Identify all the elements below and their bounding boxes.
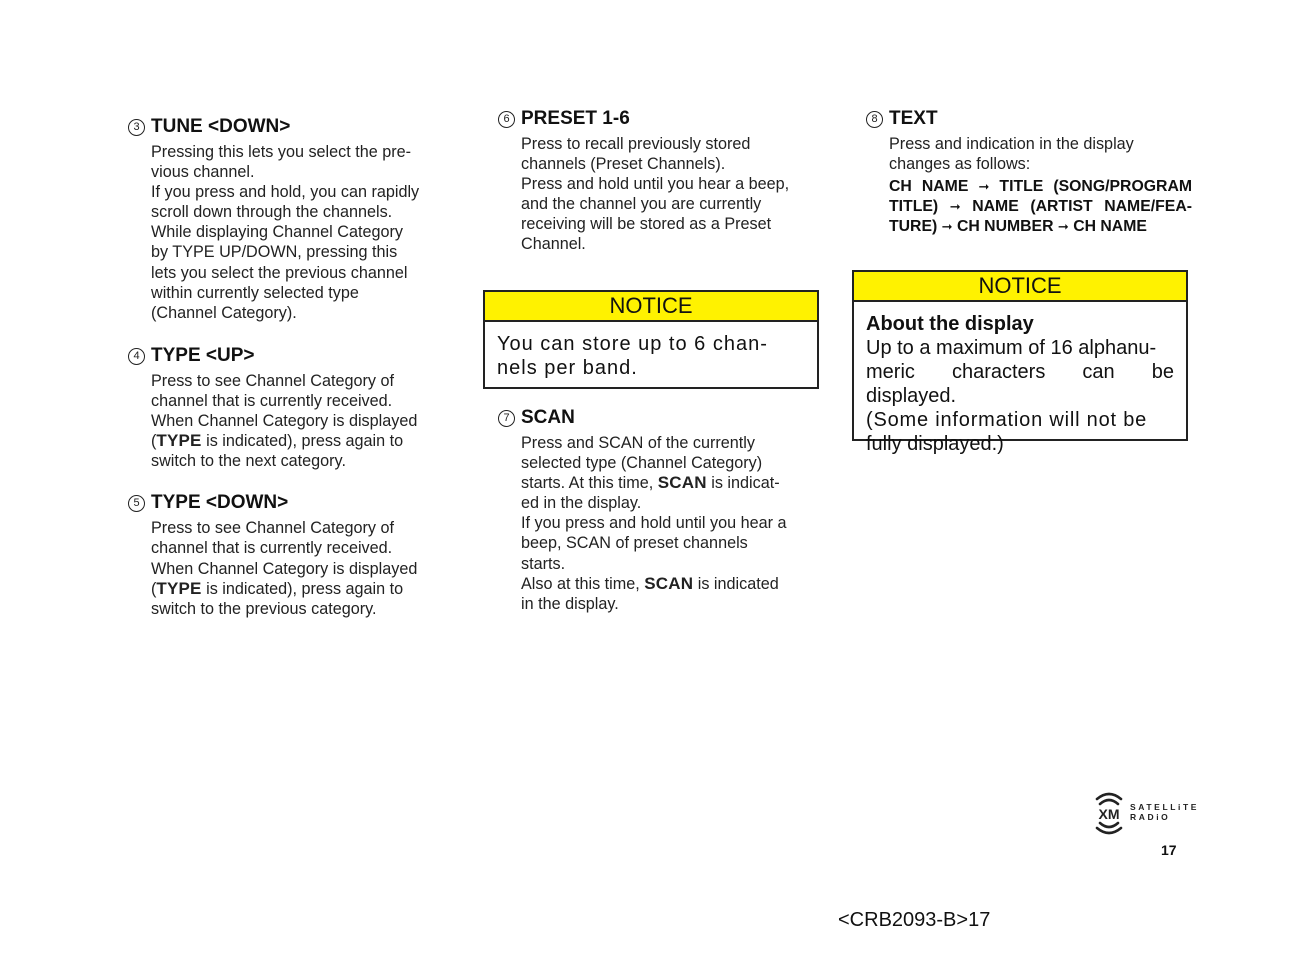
item-text: [866, 108, 1192, 237]
text-fragment: (: [151, 432, 157, 451]
arrow-right-icon: ➞: [941, 218, 953, 234]
text-line: channel that is currently received.: [151, 391, 393, 410]
text-line: When Channel Category is displayed: [151, 559, 418, 578]
text-line: Up to a maximum of 16 alphanu-: [866, 337, 1157, 359]
display-indicator-scan: SCAN: [644, 573, 694, 593]
item-title: SCAN: [521, 407, 575, 428]
text-line: [151, 431, 454, 451]
notice-box-preset: [483, 290, 819, 389]
logo-text-line: RADiO: [1130, 812, 1171, 822]
text-line: lets you select the previous channel: [151, 263, 408, 282]
item-description: [151, 142, 454, 323]
arrow-right-icon: ➞: [978, 179, 990, 195]
text-line: Pressing this lets you select the pre-: [151, 143, 412, 161]
circled-number: 7: [498, 410, 515, 427]
arrow-right-icon: ➞: [949, 198, 961, 214]
circled-number: 8: [866, 111, 883, 128]
text-line: scroll down through the channels.: [151, 203, 393, 222]
item-tune-down: [128, 116, 454, 323]
text-line: nels per band.: [497, 357, 638, 379]
item-title: PRESET 1-6: [521, 108, 630, 129]
text-line: within currently selected type: [151, 283, 359, 302]
sequence-step: CH NAME: [1073, 217, 1147, 235]
column-right: [866, 108, 1192, 237]
circled-number: 4: [128, 348, 145, 365]
text-fragment: starts. At this time,: [521, 474, 658, 493]
arrow-right-icon: ➞: [1057, 218, 1069, 234]
logo-text-line: SATELLiTE: [1130, 802, 1200, 812]
text-line: If you press and hold until you hear a: [521, 514, 787, 533]
sequence-step: TITLE): [889, 197, 939, 215]
item-title: TUNE <DOWN>: [151, 116, 291, 137]
text-fragment: is indicated), press again to: [201, 432, 404, 451]
text-line: channels (Preset Channels).: [521, 155, 726, 174]
document-code: <CRB2093-B>17: [838, 909, 991, 931]
item-type-down: [128, 492, 454, 618]
text-line: You can store up to 6 chan-: [497, 333, 768, 355]
xm-satellite-radio-logo-icon: [1089, 787, 1129, 841]
item-type-up: [128, 345, 454, 471]
notice-content: [485, 322, 817, 390]
text-fragment: Also at this time,: [521, 574, 645, 593]
sequence-step: TITLE (SONG/PROGRAM: [999, 178, 1193, 196]
text-line: [521, 473, 824, 493]
logo-wordmark: [1130, 802, 1199, 822]
logo-mark: XM: [1098, 806, 1120, 822]
sequence-step: CH NAME: [889, 178, 969, 196]
text-line: When Channel Category is displayed: [151, 412, 418, 431]
sequence-step: CH NUMBER: [956, 217, 1054, 235]
text-fragment: is indicated: [693, 574, 779, 593]
circled-number: 5: [128, 495, 145, 512]
text-line: [521, 574, 824, 594]
item-header: [498, 108, 824, 134]
item-description: [151, 518, 454, 618]
item-description: [889, 134, 1192, 174]
circled-number: 3: [128, 119, 145, 136]
text-fragment: (: [151, 579, 157, 598]
text-line: Press and indication in the display: [889, 135, 1134, 153]
text-line: Press to see Channel Category of: [151, 371, 394, 390]
text-fragment: is indicat-: [706, 474, 780, 493]
circled-number: 6: [498, 111, 515, 128]
text-line: If you press and hold, you can rapidly: [151, 183, 420, 202]
text-line: Press and hold until you hear a beep,: [521, 175, 790, 194]
text-line: and the channel you are currently: [521, 195, 762, 214]
text-line: by TYPE UP/DOWN, pressing this: [151, 243, 398, 262]
text-line: meric characters can be displayed.: [866, 361, 1174, 407]
item-scan: [498, 407, 824, 614]
item-header: [128, 492, 454, 518]
xm-satellite-radio-logo: [1089, 787, 1199, 841]
display-indicator-scan: SCAN: [657, 473, 707, 493]
text-line: Press and SCAN of the currently: [521, 434, 755, 452]
item-title: TYPE <DOWN>: [151, 492, 289, 514]
display-sequence: [889, 177, 1192, 236]
text-line: vious channel.: [151, 163, 255, 182]
text-line: While displaying Channel Category: [151, 223, 403, 242]
display-indicator-type: TYPE: [156, 578, 202, 598]
text-line: changes as follows:: [889, 155, 1031, 174]
text-line: [151, 579, 454, 599]
notice-title: NOTICE: [854, 272, 1186, 302]
notice-title: NOTICE: [485, 292, 817, 322]
text-fragment: is indicated), press again to: [201, 579, 404, 598]
column-middle: [498, 108, 824, 255]
page-number: 17: [1161, 842, 1177, 858]
display-indicator-type: TYPE: [156, 431, 202, 451]
text-line: receiving will be stored as a Preset: [521, 215, 772, 234]
item-header: [128, 345, 454, 371]
sequence-step: NAME (ARTIST NAME/FEA-: [972, 197, 1192, 215]
text-line: channel that is currently received.: [151, 539, 393, 558]
text-line: (Channel Category).: [151, 303, 297, 322]
item-description: [521, 134, 824, 255]
column-middle-lower: [498, 407, 824, 614]
text-line: Press to recall previously stored: [521, 135, 751, 153]
text-line: ed in the display.: [521, 494, 642, 513]
item-header: [866, 108, 1192, 134]
text-line: selected type (Channel Category): [521, 454, 763, 473]
item-title: TEXT: [889, 108, 938, 129]
item-description: [521, 433, 824, 614]
text-line: Channel.: [521, 235, 586, 254]
text-line: in the display.: [521, 594, 619, 613]
text-line: fully displayed.): [866, 433, 1004, 455]
column-left: [128, 108, 454, 619]
item-title: TYPE <UP>: [151, 344, 255, 366]
text-line: starts.: [521, 554, 566, 573]
text-line: (Some information will not be: [866, 409, 1148, 431]
text-line: beep, SCAN of preset channels: [521, 534, 748, 553]
text-line: Press to see Channel Category of: [151, 519, 394, 538]
item-preset: [498, 108, 824, 255]
sequence-step: TURE): [889, 217, 938, 235]
text-line: switch to the previous category.: [151, 599, 377, 618]
notice-content: [854, 302, 1186, 466]
notice-box-display: [852, 270, 1188, 455]
text-line: switch to the next category.: [151, 452, 346, 471]
item-header: [498, 407, 824, 433]
item-header: [128, 116, 454, 142]
item-description: [151, 371, 454, 471]
notice-subtitle: About the display: [866, 313, 1034, 335]
